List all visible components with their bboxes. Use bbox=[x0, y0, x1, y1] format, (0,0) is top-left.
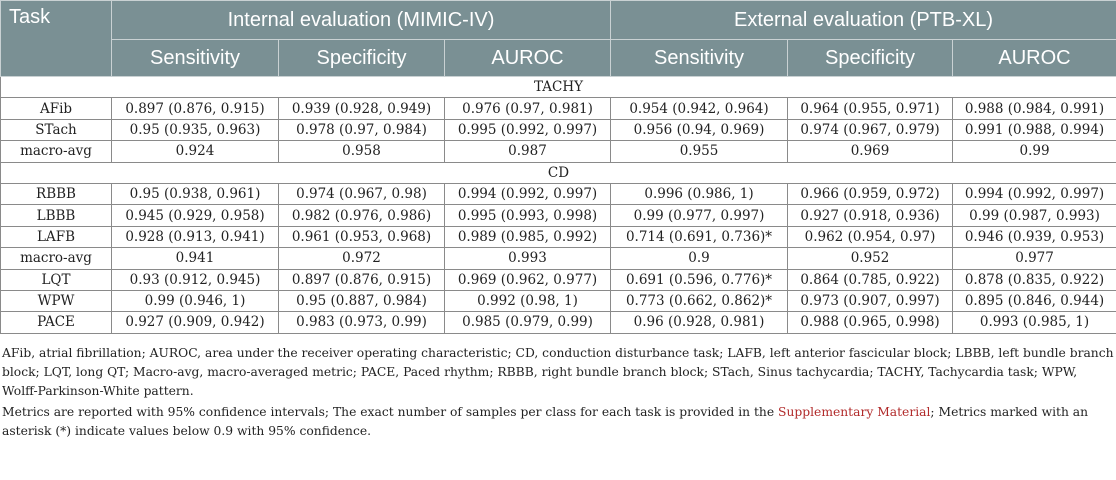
metric-value-cell: 0.927 (0.918, 0.936) bbox=[788, 205, 953, 226]
abbreviations-note: AFib, atrial fibrillation; AUROC, area under the receiver operating characteristic; CD, conduction disturbance task; LAFB, left anterior fascicular block; LBBB, left bundle branch block; LQT, long QT; Macro-avg, macro-averaged metric; PACE, Paced rhythm; RBBB, right bundle branch block; STach, Sinus tachycardia; TACHY, Tachycardia task; WPW, Wolff-Parkinson-White pattern. bbox=[2, 345, 1114, 398]
metric-header: Sensitivity bbox=[611, 40, 788, 77]
metric-value-cell: 0.966 (0.959, 0.972) bbox=[788, 183, 953, 204]
table-row bbox=[1, 269, 1116, 290]
metric-value-cell: 0.927 (0.909, 0.942) bbox=[112, 312, 279, 333]
metric-value-cell: 0.958 bbox=[279, 141, 445, 162]
metric-value-cell: 0.973 (0.907, 0.997) bbox=[788, 290, 953, 311]
metric-value-cell: 0.978 (0.97, 0.984) bbox=[279, 119, 445, 140]
metric-value-cell: 0.952 bbox=[788, 248, 953, 269]
supplementary-material-link[interactable]: Supplementary Material bbox=[778, 404, 931, 419]
table-row bbox=[1, 290, 1116, 311]
metric-value-cell: 0.691 (0.596, 0.776)* bbox=[611, 269, 788, 290]
metric-value-cell: 0.955 bbox=[611, 141, 788, 162]
metric-value-cell: 0.99 (0.977, 0.997) bbox=[611, 205, 788, 226]
metric-value-cell: 0.93 (0.912, 0.945) bbox=[112, 269, 279, 290]
metric-header: AUROC bbox=[953, 40, 1116, 77]
table-body bbox=[1, 77, 1116, 334]
metric-value-cell: 0.941 bbox=[112, 248, 279, 269]
metric-value-cell: 0.895 (0.846, 0.944) bbox=[953, 290, 1116, 311]
task-column-header: Task bbox=[1, 1, 112, 77]
metric-value-cell: 0.95 (0.935, 0.963) bbox=[112, 119, 279, 140]
metric-value-cell: 0.99 bbox=[953, 141, 1116, 162]
metric-header: Specificity bbox=[788, 40, 953, 77]
metric-value-cell: 0.95 (0.938, 0.961) bbox=[112, 183, 279, 204]
table-row bbox=[1, 205, 1116, 226]
task-name-cell: STach bbox=[1, 119, 112, 140]
table-footnotes bbox=[0, 334, 1116, 441]
group-name-cell: CD bbox=[1, 162, 1116, 183]
metric-value-cell: 0.974 (0.967, 0.979) bbox=[788, 119, 953, 140]
metric-value-cell: 0.993 bbox=[445, 248, 611, 269]
metric-value-cell: 0.989 (0.985, 0.992) bbox=[445, 226, 611, 247]
task-name-cell: WPW bbox=[1, 290, 112, 311]
metric-value-cell: 0.714 (0.691, 0.736)* bbox=[611, 226, 788, 247]
metric-value-cell: 0.988 (0.965, 0.998) bbox=[788, 312, 953, 333]
external-evaluation-header: External evaluation (PTB-XL) bbox=[611, 1, 1116, 40]
metrics-note-text-end: ; Metrics marked with an asterisk (*) indicate values below 0.9 with 95% confidence. bbox=[2, 404, 1089, 438]
group-name-cell: TACHY bbox=[1, 77, 1116, 98]
table-row bbox=[1, 183, 1116, 204]
metric-value-cell: 0.982 (0.976, 0.986) bbox=[279, 205, 445, 226]
metric-value-cell: 0.969 (0.962, 0.977) bbox=[445, 269, 611, 290]
metric-value-cell: 0.985 (0.979, 0.99) bbox=[445, 312, 611, 333]
table-header bbox=[1, 1, 1116, 77]
table-row bbox=[1, 226, 1116, 247]
group-row bbox=[1, 77, 1116, 98]
group-row bbox=[1, 162, 1116, 183]
table-row bbox=[1, 119, 1116, 140]
metric-value-cell: 0.994 (0.992, 0.997) bbox=[445, 183, 611, 204]
metric-value-cell: 0.995 (0.992, 0.997) bbox=[445, 119, 611, 140]
metric-value-cell: 0.864 (0.785, 0.922) bbox=[788, 269, 953, 290]
task-name-cell: PACE bbox=[1, 312, 112, 333]
task-name-cell: macro-avg bbox=[1, 248, 112, 269]
metric-value-cell: 0.995 (0.993, 0.998) bbox=[445, 205, 611, 226]
metric-value-cell: 0.96 (0.928, 0.981) bbox=[611, 312, 788, 333]
metric-value-cell: 0.976 (0.97, 0.981) bbox=[445, 98, 611, 119]
metric-value-cell: 0.983 (0.973, 0.99) bbox=[279, 312, 445, 333]
metric-value-cell: 0.99 (0.946, 1) bbox=[112, 290, 279, 311]
task-name-cell: RBBB bbox=[1, 183, 112, 204]
metric-value-cell: 0.961 (0.953, 0.968) bbox=[279, 226, 445, 247]
metric-value-cell: 0.991 (0.988, 0.994) bbox=[953, 119, 1116, 140]
metric-value-cell: 0.878 (0.835, 0.922) bbox=[953, 269, 1116, 290]
metric-value-cell: 0.993 (0.985, 1) bbox=[953, 312, 1116, 333]
metric-value-cell: 0.992 (0.98, 1) bbox=[445, 290, 611, 311]
metric-header: Sensitivity bbox=[112, 40, 279, 77]
table-row bbox=[1, 98, 1116, 119]
metric-value-cell: 0.946 (0.939, 0.953) bbox=[953, 226, 1116, 247]
metric-value-cell: 0.9 bbox=[611, 248, 788, 269]
task-name-cell: AFib bbox=[1, 98, 112, 119]
metric-value-cell: 0.964 (0.955, 0.971) bbox=[788, 98, 953, 119]
metric-value-cell: 0.969 bbox=[788, 141, 953, 162]
metric-value-cell: 0.773 (0.662, 0.862)* bbox=[611, 290, 788, 311]
metric-value-cell: 0.939 (0.928, 0.949) bbox=[279, 98, 445, 119]
metric-value-cell: 0.996 (0.986, 1) bbox=[611, 183, 788, 204]
metric-value-cell: 0.977 bbox=[953, 248, 1116, 269]
metric-value-cell: 0.924 bbox=[112, 141, 279, 162]
metrics-note-text: Metrics are reported with 95% confidence intervals; The exact number of samples per class for each task is provided in the bbox=[2, 404, 779, 419]
metric-value-cell: 0.99 (0.987, 0.993) bbox=[953, 205, 1116, 226]
table-row bbox=[1, 248, 1116, 269]
metric-value-cell: 0.897 (0.876, 0.915) bbox=[279, 269, 445, 290]
task-name-cell: LQT bbox=[1, 269, 112, 290]
metric-value-cell: 0.974 (0.967, 0.98) bbox=[279, 183, 445, 204]
metric-value-cell: 0.956 (0.94, 0.969) bbox=[611, 119, 788, 140]
table-row bbox=[1, 141, 1116, 162]
metric-value-cell: 0.95 (0.887, 0.984) bbox=[279, 290, 445, 311]
metric-value-cell: 0.928 (0.913, 0.941) bbox=[112, 226, 279, 247]
task-name-cell: LAFB bbox=[1, 226, 112, 247]
task-name-cell: macro-avg bbox=[1, 141, 112, 162]
metric-value-cell: 0.962 (0.954, 0.97) bbox=[788, 226, 953, 247]
metric-value-cell: 0.897 (0.876, 0.915) bbox=[112, 98, 279, 119]
metric-value-cell: 0.954 (0.942, 0.964) bbox=[611, 98, 788, 119]
metric-value-cell: 0.972 bbox=[279, 248, 445, 269]
metric-value-cell: 0.988 (0.984, 0.991) bbox=[953, 98, 1116, 119]
metric-header: AUROC bbox=[445, 40, 611, 77]
metric-value-cell: 0.945 (0.929, 0.958) bbox=[112, 205, 279, 226]
metrics-note bbox=[2, 403, 1114, 441]
internal-evaluation-header: Internal evaluation (MIMIC-IV) bbox=[112, 1, 611, 40]
metric-value-cell: 0.994 (0.992, 0.997) bbox=[953, 183, 1116, 204]
task-name-cell: LBBB bbox=[1, 205, 112, 226]
metric-header: Specificity bbox=[279, 40, 445, 77]
table-row bbox=[1, 312, 1116, 333]
metric-value-cell: 0.987 bbox=[445, 141, 611, 162]
